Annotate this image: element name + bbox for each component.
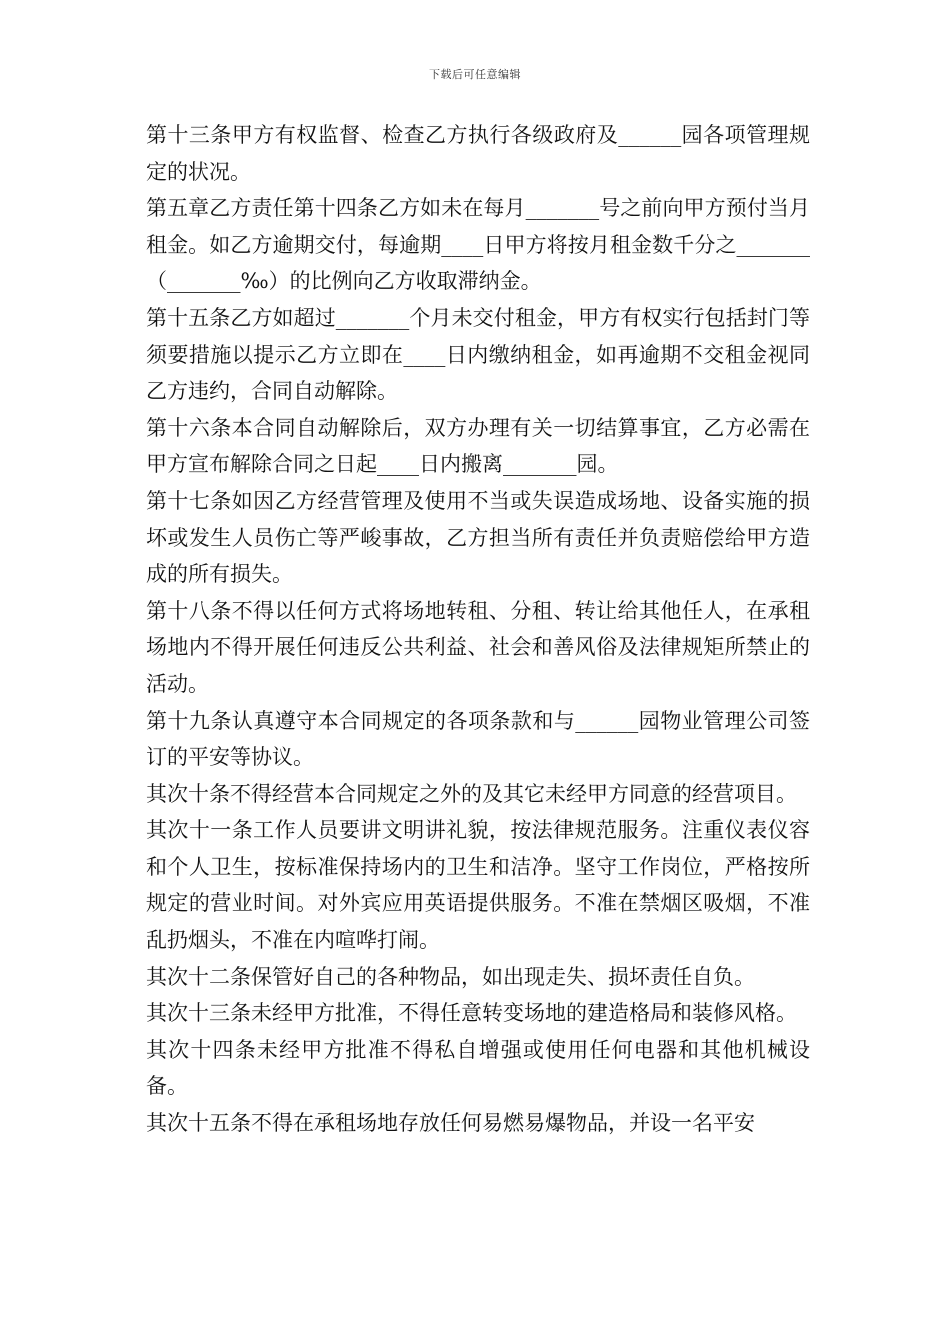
page-header: 下载后可任意编辑 [429, 68, 521, 81]
paragraph-article-24: 其次十四条未经甲方批准不得私自增强或使用任何电器和其他机械设备。 [146, 1037, 810, 1099]
paragraph-article-21: 其次十一条工作人员要讲文明讲礼貌，按法律规范服务。注重仪表仪容和个人卫生，按标准保持场内的卫生和洁净。坚守工作岗位，严格按所规定的营业时间。对外宾应用英语提供服务。不准在禁烟区吸烟，不准乱扔烟头，不准在内喧哗打闹。 [146, 818, 810, 953]
paragraph-article-13: 第十三条甲方有权监督、检查乙方执行各级政府及______园各项管理规定的状况。 [146, 123, 810, 184]
paragraph-article-23: 其次十三条未经甲方批准，不得任意转变场地的建造格局和装修风格。 [146, 1001, 797, 1026]
paragraph-article-15: 第十五条乙方如超过_______个月未交付租金，甲方有权实行包括封门等须要措施以提示乙方立即在____日内缴纳租金，如再逾期不交租金视同乙方违约，合同自动解除。 [146, 305, 810, 404]
document-body [146, 117, 810, 1142]
paragraph-article-22: 其次十二条保管好自己的各种物品，如出现走失、损坏责任自负。 [146, 964, 755, 989]
paragraph-article-17: 第十七条如因乙方经营管理及使用不当或失误造成场地、设备实施的损坏或发生人员伤亡等严峻事故，乙方担当所有责任并负责赔偿给甲方造成的所有损失。 [146, 488, 810, 587]
paragraph-article-16: 第十六条本合同自动解除后，双方办理有关一切结算事宜，乙方必需在甲方宣布解除合同之日起____日内搬离_______园。 [146, 415, 810, 477]
paragraph-article-19: 第十九条认真遵守本合同规定的各项条款和与______园物业管理公司签订的平安等协议。 [146, 708, 810, 770]
paragraph-article-20: 其次十条不得经营本合同规定之外的及其它未经甲方同意的经营项目。 [146, 781, 797, 806]
paragraph-article-14: 第五章乙方责任第十四条乙方如未在每月_______号之前向甲方预付当月租金。如乙方逾期交付，每逾期____日甲方将按月租金数千分之_______（_______‰）的比例向乙方收取滞纳金。 [146, 196, 810, 294]
paragraph-article-25: 其次十五条不得在承租场地存放任何易燃易爆物品，并设一名平安 [146, 1111, 755, 1136]
paragraph-article-18: 第十八条不得以任何方式将场地转租、分租、转让给其他任人，在承租场地内不得开展任何违反公共利益、社会和善风俗及法律规矩所禁止的活动。 [146, 598, 810, 696]
